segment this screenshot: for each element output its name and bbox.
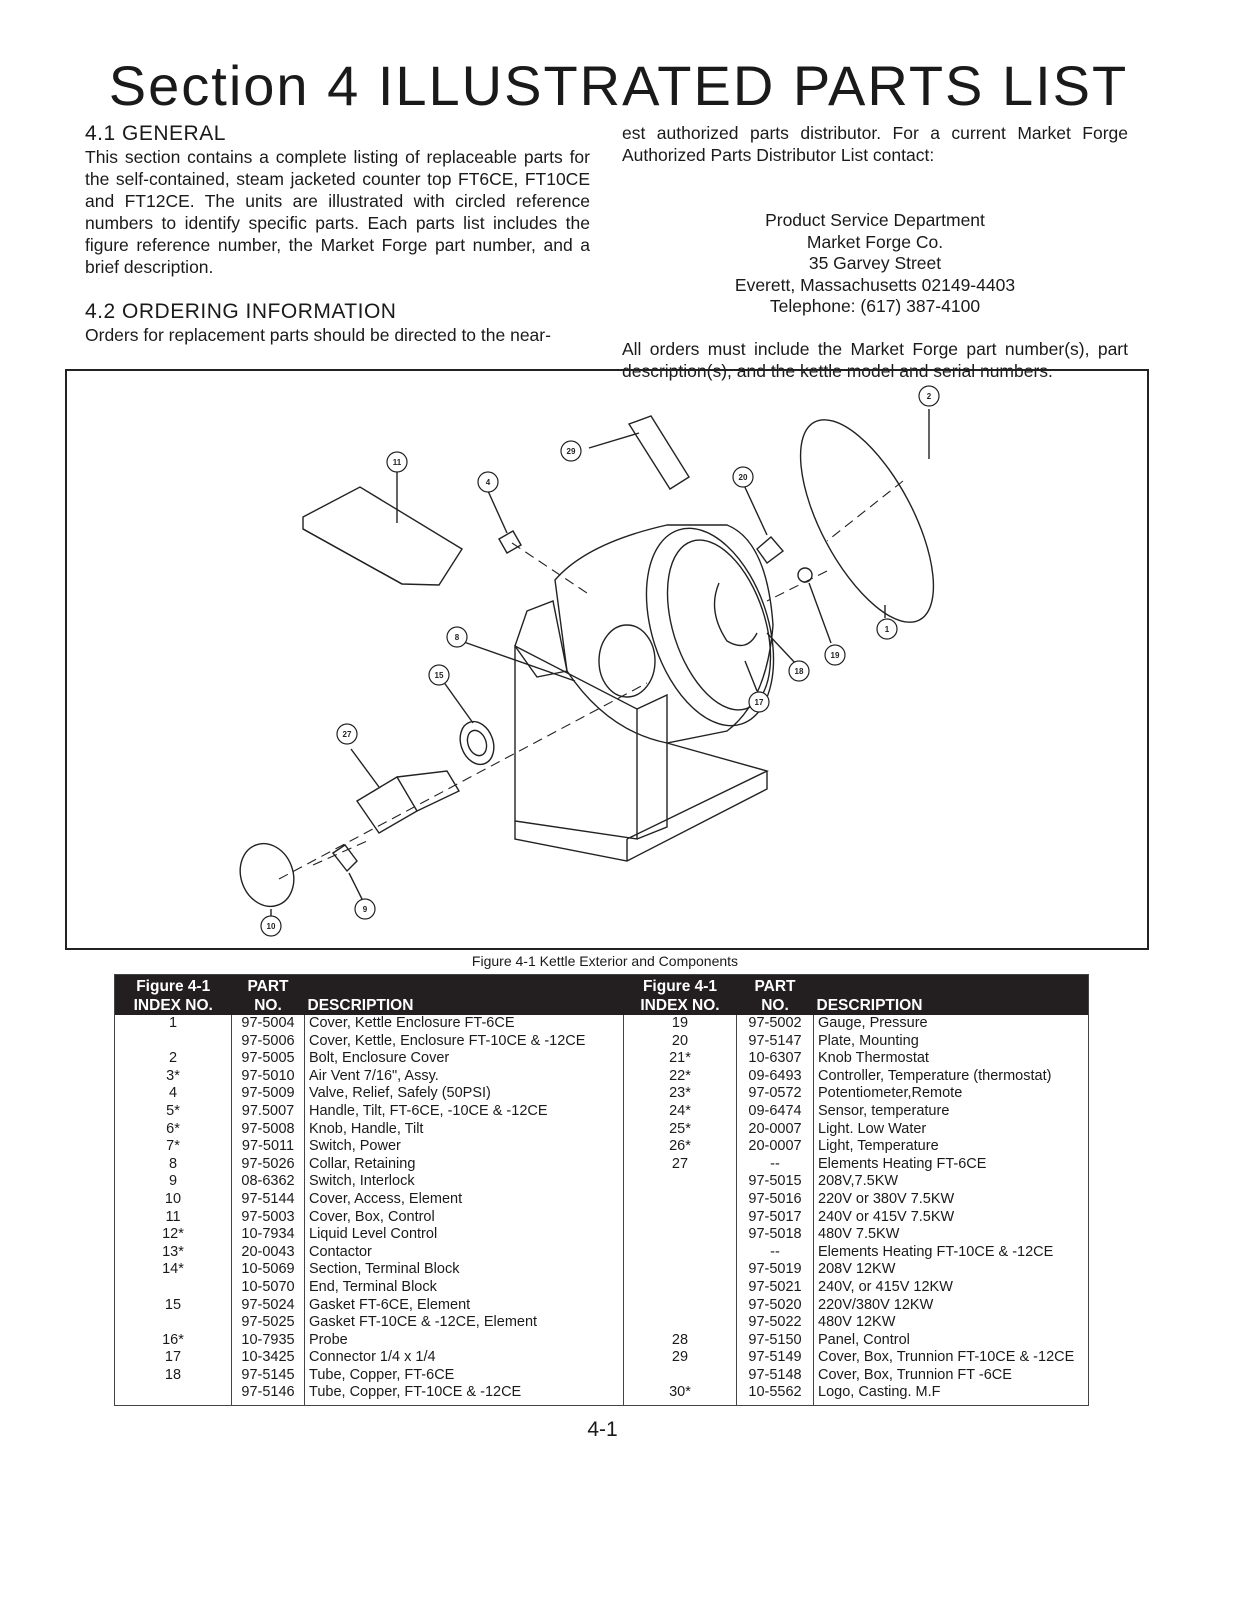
description-cell: Connector 1/4 x 1/4 (305, 1349, 624, 1367)
element-gasket-part (454, 717, 499, 769)
address-line: 35 Garvey Street (808, 253, 942, 273)
part-number-cell: 97-5019 (737, 1261, 814, 1279)
table-row (115, 1349, 1089, 1367)
col-header-part: PART NO. (232, 975, 305, 1016)
enclosure-cover-part (774, 401, 960, 642)
description-cell: 480V 12KW (814, 1314, 1089, 1332)
description-cell: Knob, Handle, Tilt (305, 1121, 624, 1139)
part-number-cell: 97-5144 (232, 1191, 305, 1209)
col-header-index: Figure 4-1 INDEX NO. (624, 975, 737, 1016)
description-cell: Valve, Relief, Safely (50PSI) (305, 1085, 624, 1103)
table-row (115, 1103, 1089, 1121)
index-cell: 13* (162, 1243, 184, 1260)
part-number-cell: 10-5562 (737, 1384, 814, 1405)
part-number-cell: 97-5009 (232, 1085, 305, 1103)
index-cell (624, 1261, 737, 1279)
description-cell: End, Terminal Block (305, 1279, 624, 1297)
table-row (115, 1015, 1089, 1033)
index-cell: 16* (162, 1331, 184, 1348)
table-row (115, 1279, 1089, 1297)
index-cell: 7* (166, 1138, 180, 1155)
index-cell: 15 (164, 1296, 182, 1313)
parts-table-body (115, 1015, 1089, 1406)
description-cell: 220V or 380V 7.5KW (814, 1191, 1089, 1209)
part-number-cell: 97-5006 (232, 1033, 305, 1051)
page-title: Section 4 ILLUSTRATED PARTS LIST (108, 54, 1129, 117)
table-row (115, 1173, 1089, 1191)
part-number-cell: -- (737, 1156, 814, 1174)
description-cell: Plate, Mounting (814, 1033, 1089, 1051)
description-cell: Cover, Box, Control (305, 1209, 624, 1227)
description-cell: Cover, Kettle, Enclosure FT-10CE & -12CE (305, 1033, 624, 1051)
part-number-cell: 97-5002 (737, 1015, 814, 1033)
callout-label: 15 (434, 671, 444, 680)
description-cell: Light. Low Water (814, 1121, 1089, 1139)
part-number-cell: 97-0572 (737, 1085, 814, 1103)
description-cell: Switch, Power (305, 1138, 624, 1156)
part-number-cell: 97-5011 (232, 1138, 305, 1156)
part-number-cell: 97-5148 (737, 1367, 814, 1385)
part-number-cell: 97-5026 (232, 1156, 305, 1174)
left-column (85, 122, 590, 346)
index-cell: 27 (624, 1156, 737, 1174)
callout-label: 1 (884, 625, 890, 634)
part-number-cell: 09-6474 (737, 1103, 814, 1121)
ordering-closing: All orders must include the Market Forge part number(s), part description(s), and the kettle model and serial numbers. (622, 338, 1128, 381)
index-cell (115, 1033, 232, 1051)
table-row (115, 1297, 1089, 1315)
table-row (115, 1191, 1089, 1209)
description-cell: Probe (305, 1332, 624, 1350)
index-cell (624, 1226, 737, 1244)
index-cell (115, 1279, 232, 1297)
description-cell: Tube, Copper, FT-6CE (305, 1367, 624, 1385)
part-number-cell: 97-5016 (737, 1191, 814, 1209)
callout-label: 8 (454, 633, 460, 642)
col-header-index: Figure 4-1 INDEX NO. (115, 975, 232, 1016)
index-cell: 19 (624, 1015, 737, 1033)
table-row (115, 1332, 1089, 1350)
index-cell: 18 (164, 1366, 182, 1383)
index-cell (624, 1173, 737, 1191)
part-number-cell: 97-5003 (232, 1209, 305, 1227)
part-number-cell: 97-5149 (737, 1349, 814, 1367)
figure-caption: Figure 4-1 Kettle Exterior and Components (471, 953, 739, 969)
right-column (622, 122, 1128, 382)
part-number-cell: 97-5022 (737, 1314, 814, 1332)
service-address (622, 210, 1128, 318)
index-cell (624, 1279, 737, 1297)
description-cell: Contactor (305, 1244, 624, 1262)
part-number-cell: 97-5018 (737, 1226, 814, 1244)
index-cell (624, 1244, 737, 1262)
index-cell: 9 (168, 1173, 178, 1190)
part-number-cell: 20-0043 (232, 1244, 305, 1262)
part-number-cell: 08-6362 (232, 1173, 305, 1191)
description-cell: Logo, Casting. M.F (814, 1384, 1089, 1405)
index-cell (624, 1191, 737, 1209)
description-cell: 240V, or 415V 12KW (814, 1279, 1089, 1297)
part-number-cell: 97-5010 (232, 1068, 305, 1086)
index-cell: 8 (168, 1155, 178, 1172)
general-heading: 4.1 GENERAL (85, 122, 226, 145)
callout-label: 18 (794, 667, 804, 676)
col-header-description: DESCRIPTION (814, 975, 1089, 1016)
address-line: Telephone: (617) 387-4100 (769, 296, 981, 316)
table-row (115, 1226, 1089, 1244)
description-cell: Tube, Copper, FT-10CE & -12CE (305, 1384, 624, 1405)
index-cell (624, 1297, 737, 1315)
description-cell: 208V 12KW (814, 1261, 1089, 1279)
index-cell: 21* (624, 1050, 737, 1068)
index-cell: 17 (164, 1349, 182, 1366)
access-cover-part (232, 836, 303, 914)
callout-label: 2 (926, 392, 932, 401)
part-number-cell: 97-5005 (232, 1050, 305, 1068)
index-cell: 10 (164, 1190, 182, 1207)
description-cell: 480V 7.5KW (814, 1226, 1089, 1244)
part-number-cell: 97-5021 (737, 1279, 814, 1297)
trunnion-cover-part (629, 416, 689, 489)
description-cell: Cover, Access, Element (305, 1191, 624, 1209)
index-cell: 29 (624, 1349, 737, 1367)
callout-label: 19 (830, 651, 840, 660)
index-cell (624, 1209, 737, 1227)
description-cell: Cover, Box, Trunnion FT -6CE (814, 1367, 1089, 1385)
part-number-cell: 97-5004 (232, 1015, 305, 1033)
part-number-cell: 10-7934 (232, 1226, 305, 1244)
index-cell: 26* (624, 1138, 737, 1156)
description-cell: Sensor, temperature (814, 1103, 1089, 1121)
part-number-cell: 97-5025 (232, 1314, 305, 1332)
index-cell: 22* (624, 1068, 737, 1086)
callout-label: 27 (342, 730, 352, 739)
index-cell: 25* (624, 1121, 737, 1139)
figure-frame (65, 369, 1149, 950)
table-row (115, 1085, 1089, 1103)
description-cell: Cover, Kettle Enclosure FT-6CE (305, 1015, 624, 1033)
callout-label: 9 (362, 905, 368, 914)
table-row (115, 1209, 1089, 1227)
index-cell: 3* (166, 1067, 180, 1084)
kettle-exploded-diagram (67, 371, 1147, 948)
index-cell: 30* (624, 1384, 737, 1405)
description-cell: Handle, Tilt, FT-6CE, -10CE & -12CE (305, 1103, 624, 1121)
description-cell: Gauge, Pressure (814, 1015, 1089, 1033)
description-cell: Gasket FT-10CE & -12CE, Element (305, 1314, 624, 1332)
address-line: Everett, Massachusetts 02149-4403 (734, 274, 1016, 295)
index-cell: 28 (624, 1332, 737, 1350)
description-cell: Cover, Box, Trunnion FT-10CE & -12CE (814, 1349, 1089, 1367)
part-number-cell: 97-5008 (232, 1121, 305, 1139)
description-cell: Controller, Temperature (thermostat) (814, 1068, 1089, 1086)
table-row (115, 1384, 1089, 1405)
callout-label: 4 (485, 478, 491, 487)
index-cell: 20 (624, 1033, 737, 1051)
callout-label: 10 (266, 922, 276, 931)
index-cell: 1 (168, 1015, 178, 1031)
col-header-part: PART NO. (737, 975, 814, 1016)
part-number-cell: 97-5150 (737, 1332, 814, 1350)
col-header-description: DESCRIPTION (305, 975, 624, 1016)
table-row (115, 1033, 1089, 1051)
callout-label: 29 (566, 447, 576, 456)
ordering-heading: 4.2 ORDERING INFORMATION (85, 300, 397, 323)
description-cell: Bolt, Enclosure Cover (305, 1050, 624, 1068)
part-number-cell: 97-5145 (232, 1367, 305, 1385)
description-cell: 220V/380V 12KW (814, 1297, 1089, 1315)
description-cell: Switch, Interlock (305, 1173, 624, 1191)
address-line: Product Service Department (765, 210, 985, 230)
part-number-cell: 20-0007 (737, 1138, 814, 1156)
part-number-cell: 10-5069 (232, 1261, 305, 1279)
table-header-row (115, 975, 1089, 1016)
index-cell: 5* (166, 1102, 180, 1119)
control-box-cover-part (303, 487, 462, 585)
part-number-cell: 97-5020 (737, 1297, 814, 1315)
part-number-cell: 97-5146 (232, 1384, 305, 1405)
address-line: Market Forge Co. (806, 231, 944, 252)
index-cell (115, 1384, 232, 1405)
table-row (115, 1068, 1089, 1086)
part-number-cell: 09-6493 (737, 1068, 814, 1086)
description-cell: Liquid Level Control (305, 1226, 624, 1244)
description-cell: Light, Temperature (814, 1138, 1089, 1156)
index-cell: 6* (166, 1120, 180, 1137)
heating-element-part (357, 777, 417, 833)
mounting-plate-part (757, 537, 783, 563)
part-number-cell: 10-6307 (737, 1050, 814, 1068)
copper-tube-part (715, 583, 758, 646)
table-row (115, 1244, 1089, 1262)
part-number-cell: 97-5015 (737, 1173, 814, 1191)
part-number-cell: -- (737, 1244, 814, 1262)
table-row (115, 1138, 1089, 1156)
description-cell: Elements Heating FT-6CE (814, 1156, 1089, 1174)
callout-label: 17 (754, 698, 764, 707)
callout-label: 11 (392, 458, 402, 467)
description-cell: Elements Heating FT-10CE & -12CE (814, 1244, 1089, 1262)
index-cell: 11 (165, 1208, 181, 1225)
index-cell: 24* (624, 1103, 737, 1121)
part-number-cell: 97-5024 (232, 1297, 305, 1315)
table-row (115, 1156, 1089, 1174)
index-cell (624, 1367, 737, 1385)
index-cell: 4 (168, 1085, 178, 1102)
index-cell: 12* (162, 1226, 184, 1243)
table-row (115, 1367, 1089, 1385)
description-cell: 208V,7.5KW (814, 1173, 1089, 1191)
description-cell: Potentiometer,Remote (814, 1085, 1089, 1103)
description-cell: Section, Terminal Block (305, 1261, 624, 1279)
description-cell: Panel, Control (814, 1332, 1089, 1350)
table-row (115, 1261, 1089, 1279)
description-cell: Collar, Retaining (305, 1156, 624, 1174)
part-number-cell: 10-3425 (232, 1349, 305, 1367)
description-cell: 240V or 415V 7.5KW (814, 1209, 1089, 1227)
page-number: 4-1 (587, 1418, 618, 1441)
part-number-cell: 10-5070 (232, 1279, 305, 1297)
index-cell: 14* (162, 1261, 184, 1278)
description-cell: Gasket FT-6CE, Element (305, 1297, 624, 1315)
part-number-cell: 97.5007 (232, 1103, 305, 1121)
pedestal (515, 646, 637, 839)
general-text: This section contains a complete listing of replaceable parts for the self-contained, steam jacketed counter top FT6CE, FT10CE and FT12CE. The units are illustrated with circled reference numbers to identify specific parts. Each parts list includes the figure reference number, the Market Forge part number, and a brief description. (85, 147, 590, 277)
table-row (115, 1050, 1089, 1068)
relief-valve-part (499, 531, 521, 553)
index-cell (115, 1314, 232, 1332)
index-cell (624, 1314, 737, 1332)
callout-label: 20 (738, 473, 748, 482)
ordering-text-continued: est authorized parts distributor. For a current Market Forge Authorized Parts Distributor List contact: (622, 123, 1128, 165)
part-number-cell: 10-7935 (232, 1332, 305, 1350)
description-cell: Knob Thermostat (814, 1050, 1089, 1068)
index-cell: 2 (168, 1050, 178, 1067)
part-number-cell: 20-0007 (737, 1121, 814, 1139)
part-number-cell: 97-5147 (737, 1033, 814, 1051)
index-cell: 23* (624, 1085, 737, 1103)
description-cell: Air Vent 7/16", Assy. (305, 1068, 624, 1086)
table-row (115, 1314, 1089, 1332)
ordering-text-start: Orders for replacement parts should be directed to the near- (85, 325, 551, 345)
table-row (115, 1121, 1089, 1139)
part-number-cell: 97-5017 (737, 1209, 814, 1227)
parts-table (114, 974, 1089, 1406)
